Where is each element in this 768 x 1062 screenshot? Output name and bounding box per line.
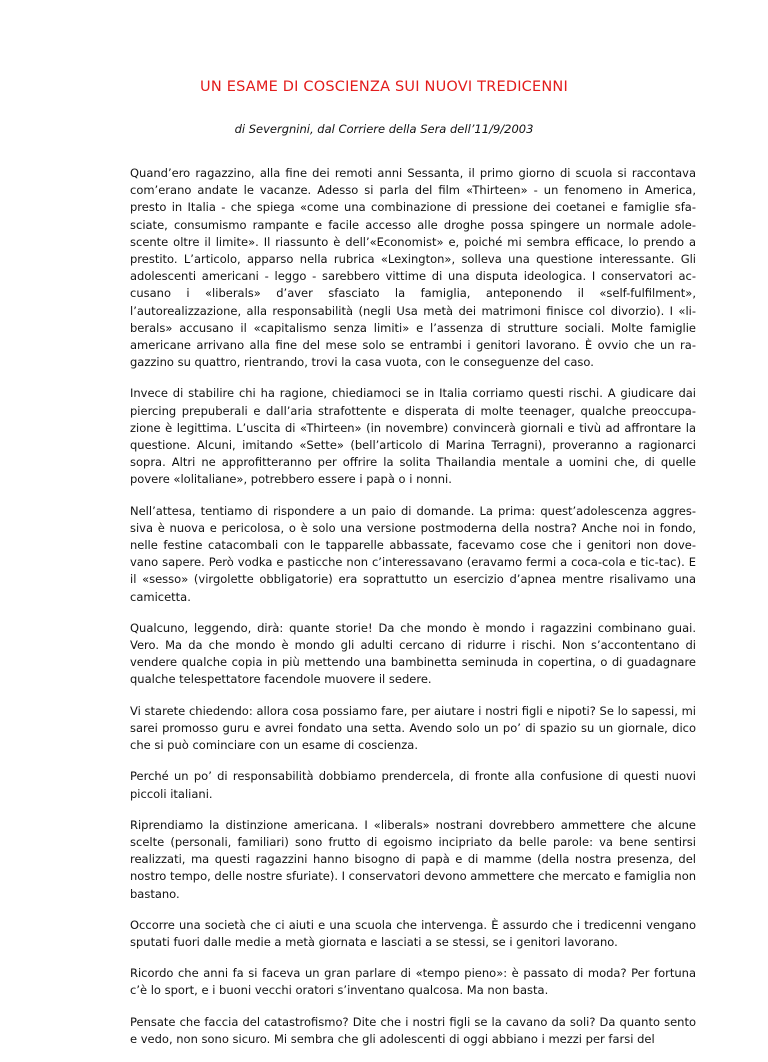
paragraph: Qualcuno, leggendo, dirà: quante storie! Da che mondo è mondo i ragazzini combinano guai. Vero. Ma da che mondo è mondo gli adulti cercano di ridurre i rischi. Non s’accontentano di vendere qualche copia in più mettendo una bambinetta seminuda in copertina, o di guadagnare qualche telespettatore facendole muovere il sedere. [130, 620, 696, 687]
paragraph: Vi starete chiedendo: allora cosa possiamo fare, per aiutare i nostri figli e nipoti? Se lo sapessi, mi sarei promosso guru e avrei fondato una setta. Avendo solo un po’ di spazio su un giornale, dico che si può cominciare con un esame di coscienza. [130, 703, 696, 753]
paragraph: Riprendiamo la distinzione americana. I «liberals» nostrani dovrebbero ammettere che alcune scelte (personali, familiari) sono frutto di egoismo incipriato da belle parole: va bene sentirsi realizzati, ma questi ragazzini hanno bisogno di papà e di mamme (della nostra presenza, del nostro tempo, delle nostre sfuriate). I conservatori devono ammettere che mercato e famiglia non bastano. [130, 817, 697, 901]
article-title: UN ESAME DI COSCIENZA SUI NUOVI TREDICENNI [200, 79, 568, 95]
paragraph: Occorre una società che ci aiuti e una scuola che intervenga. È assurdo che i tredicenni vengano sputati fuori dalle medie a metà giornata e lasciati a se stessi, se i genitori lavorano. [130, 917, 696, 949]
paragraph: Pensate che faccia del catastrofismo? Dite che i nostri figli se la cavano da soli? Da quanto sento e vedo, non sono sicuro. Mi sembra che gli adolescenti di oggi abbiano i mezzi per farsi del [130, 1014, 696, 1046]
paragraph: Nell’attesa, tentiamo di rispondere a un paio di domande. La prima: quest’adolescenza aggressiva è nuova e pericolosa, o è solo una versione postmoderna della nostra? Anche noi in fondo, nelle festine catacombali con le tapparelle abbassate, facevamo cose che i genitori non dovevano sapere. Però vodka e pasticche non c’interessavano (eravamo fermi a coca-cola e tic-tac). E il «sesso» (virgolette obbligatorie) era soprattutto un esercizio d’apnea mentre risalivamo una camicetta. [130, 503, 696, 604]
paragraph: Ricordo che anni fa si faceva un gran parlare di «tempo pieno»: è passato di moda? Per fortuna c’è lo sport, e i buoni vecchi oratori s’inventano qualcosa. Ma non basta. [130, 966, 696, 998]
article-body [130, 165, 696, 1062]
paragraph: Perché un po’ di responsabilità dobbiamo prendercela, di fronte alla confusione di questi nuovi piccoli italiani. [130, 769, 696, 801]
paragraph: Invece di stabilire chi ha ragione, chiediamoci se in Italia corriamo questi rischi. A giudicare dai piercing prepuberali e dall’aria strafottente e disperata di molte teenager, qualche preoccupazione è legittima. L’uscita di «Thirteen» (in novembre) convincerà giornali e tivù ad affrontare la questione. Alcuni, imitando «Sette» (bell’articolo di Marina Terragni), proveranno a ragionarci sopra. Altri ne approfitteranno per offrire la solita Thailandia mentale a uomini che, di quelle povere «lolitaliane», potrebbero essere i papà o i nonni. [130, 386, 696, 487]
article-byline: di Severgnini, dal Corriere della Sera dell’11/9/2003 [234, 122, 534, 136]
paragraph: Quand’ero ragazzino, alla fine dei remoti anni Sessanta, il primo giorno di scuola si raccontava com’erano andate le vacanze. Adesso si parla del film «Thirteen» - un fenomeno in America, presto in Italia - che spiega «come una combinazione di pressione dei coetanei e famiglie sfasciate, consumismo rampante e facile accesso alle droghe possa spingere un normale adolescente oltre il limite». Il riassunto è dell’«Economist» e, poiché mi sembra efficace, lo prendo a prestito. L’articolo, apparso nella rubrica «Lexington», solleva una questione interessante. Gli adolescenti americani - leggo - sarebbero vittime di una disputa ideologica. I conservatori accusano i «liberals» d’aver sfasciato la famiglia, anteponendo il «self-fulfilment», l’autorealizzazione, alla responsabilità (negli Usa metà dei matrimoni finisce col divorzio). I «liberals» accusano il «capitalismo senza limiti» e l’assenza di strutture sociali. Molte famiglie americane arrivano alla fine del mese solo se entrambi i genitori lavorano. È ovvio che un ragazzino su quattro, rientrando, trovi la casa vuota, con le conseguenze del caso. [130, 166, 696, 370]
